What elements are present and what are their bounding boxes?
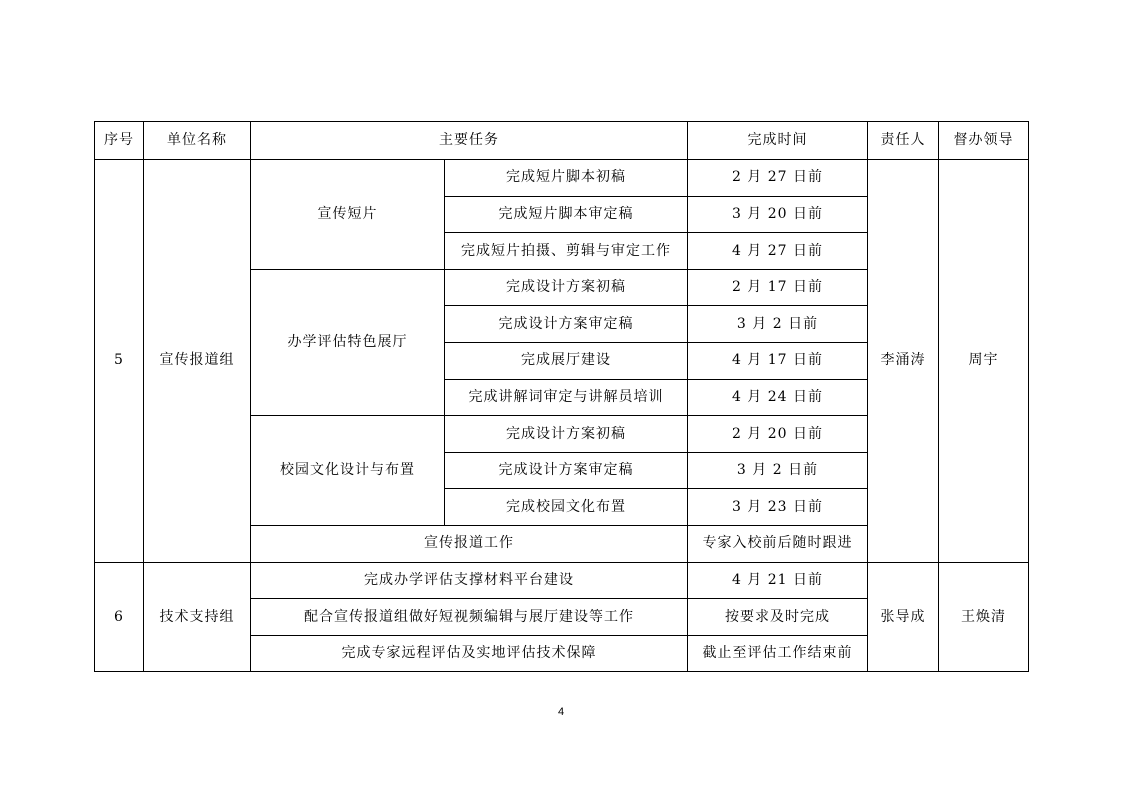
header-unit: 单位名称 [144, 122, 251, 160]
task-cell: 配合宣传报道组做好短视频编辑与展厅建设等工作 [251, 599, 688, 636]
subtask-cell: 完成设计方案审定稿 [445, 306, 688, 343]
group-leader: 王焕清 [939, 562, 1029, 672]
time-cell: 2 月 17 日前 [688, 269, 868, 306]
task-table [94, 121, 1029, 672]
subtask-cell: 完成设计方案审定稿 [445, 452, 688, 489]
subtask-cell: 完成短片脚本审定稿 [445, 196, 688, 233]
header-owner: 责任人 [868, 122, 939, 160]
header-seq: 序号 [95, 122, 144, 160]
task-category: 宣传短片 [251, 160, 445, 270]
header-task: 主要任务 [251, 122, 688, 160]
time-cell: 3 月 23 日前 [688, 489, 868, 526]
subtask-cell: 完成短片拍摄、剪辑与审定工作 [445, 233, 688, 270]
time-cell: 2 月 20 日前 [688, 416, 868, 453]
task-cell: 完成办学评估支撑材料平台建设 [251, 562, 688, 599]
subtask-cell: 完成校园文化布置 [445, 489, 688, 526]
task-category: 校园文化设计与布置 [251, 416, 445, 526]
table-row [95, 562, 1029, 599]
group-seq: 5 [95, 160, 144, 563]
task-category: 办学评估特色展厅 [251, 269, 445, 415]
time-cell: 3 月 2 日前 [688, 452, 868, 489]
time-cell: 4 月 27 日前 [688, 233, 868, 270]
task-cell: 完成专家远程评估及实地评估技术保障 [251, 635, 688, 672]
time-cell: 截止至评估工作结束前 [688, 635, 868, 672]
time-cell: 3 月 2 日前 [688, 306, 868, 343]
page-number: 4 [557, 706, 565, 718]
time-cell: 专家入校前后随时跟进 [688, 525, 868, 562]
header-row [95, 122, 1029, 160]
subtask-cell: 完成展厅建设 [445, 342, 688, 379]
group-owner: 李涌涛 [868, 160, 939, 563]
subtask-cell: 完成讲解词审定与讲解员培训 [445, 379, 688, 416]
table-row [95, 160, 1029, 197]
group-seq: 6 [95, 562, 144, 672]
subtask-cell: 完成设计方案初稿 [445, 269, 688, 306]
group-owner: 张导成 [868, 562, 939, 672]
time-cell: 3 月 20 日前 [688, 196, 868, 233]
group-leader: 周宇 [939, 160, 1029, 563]
group-unit: 宣传报道组 [144, 160, 251, 563]
time-cell: 2 月 27 日前 [688, 160, 868, 197]
task-cell: 宣传报道工作 [251, 525, 688, 562]
subtask-cell: 完成设计方案初稿 [445, 416, 688, 453]
group-unit: 技术支持组 [144, 562, 251, 672]
time-cell: 4 月 17 日前 [688, 342, 868, 379]
time-cell: 4 月 24 日前 [688, 379, 868, 416]
header-time: 完成时间 [688, 122, 868, 160]
time-cell: 按要求及时完成 [688, 599, 868, 636]
header-leader: 督办领导 [939, 122, 1029, 160]
subtask-cell: 完成短片脚本初稿 [445, 160, 688, 197]
time-cell: 4 月 21 日前 [688, 562, 868, 599]
